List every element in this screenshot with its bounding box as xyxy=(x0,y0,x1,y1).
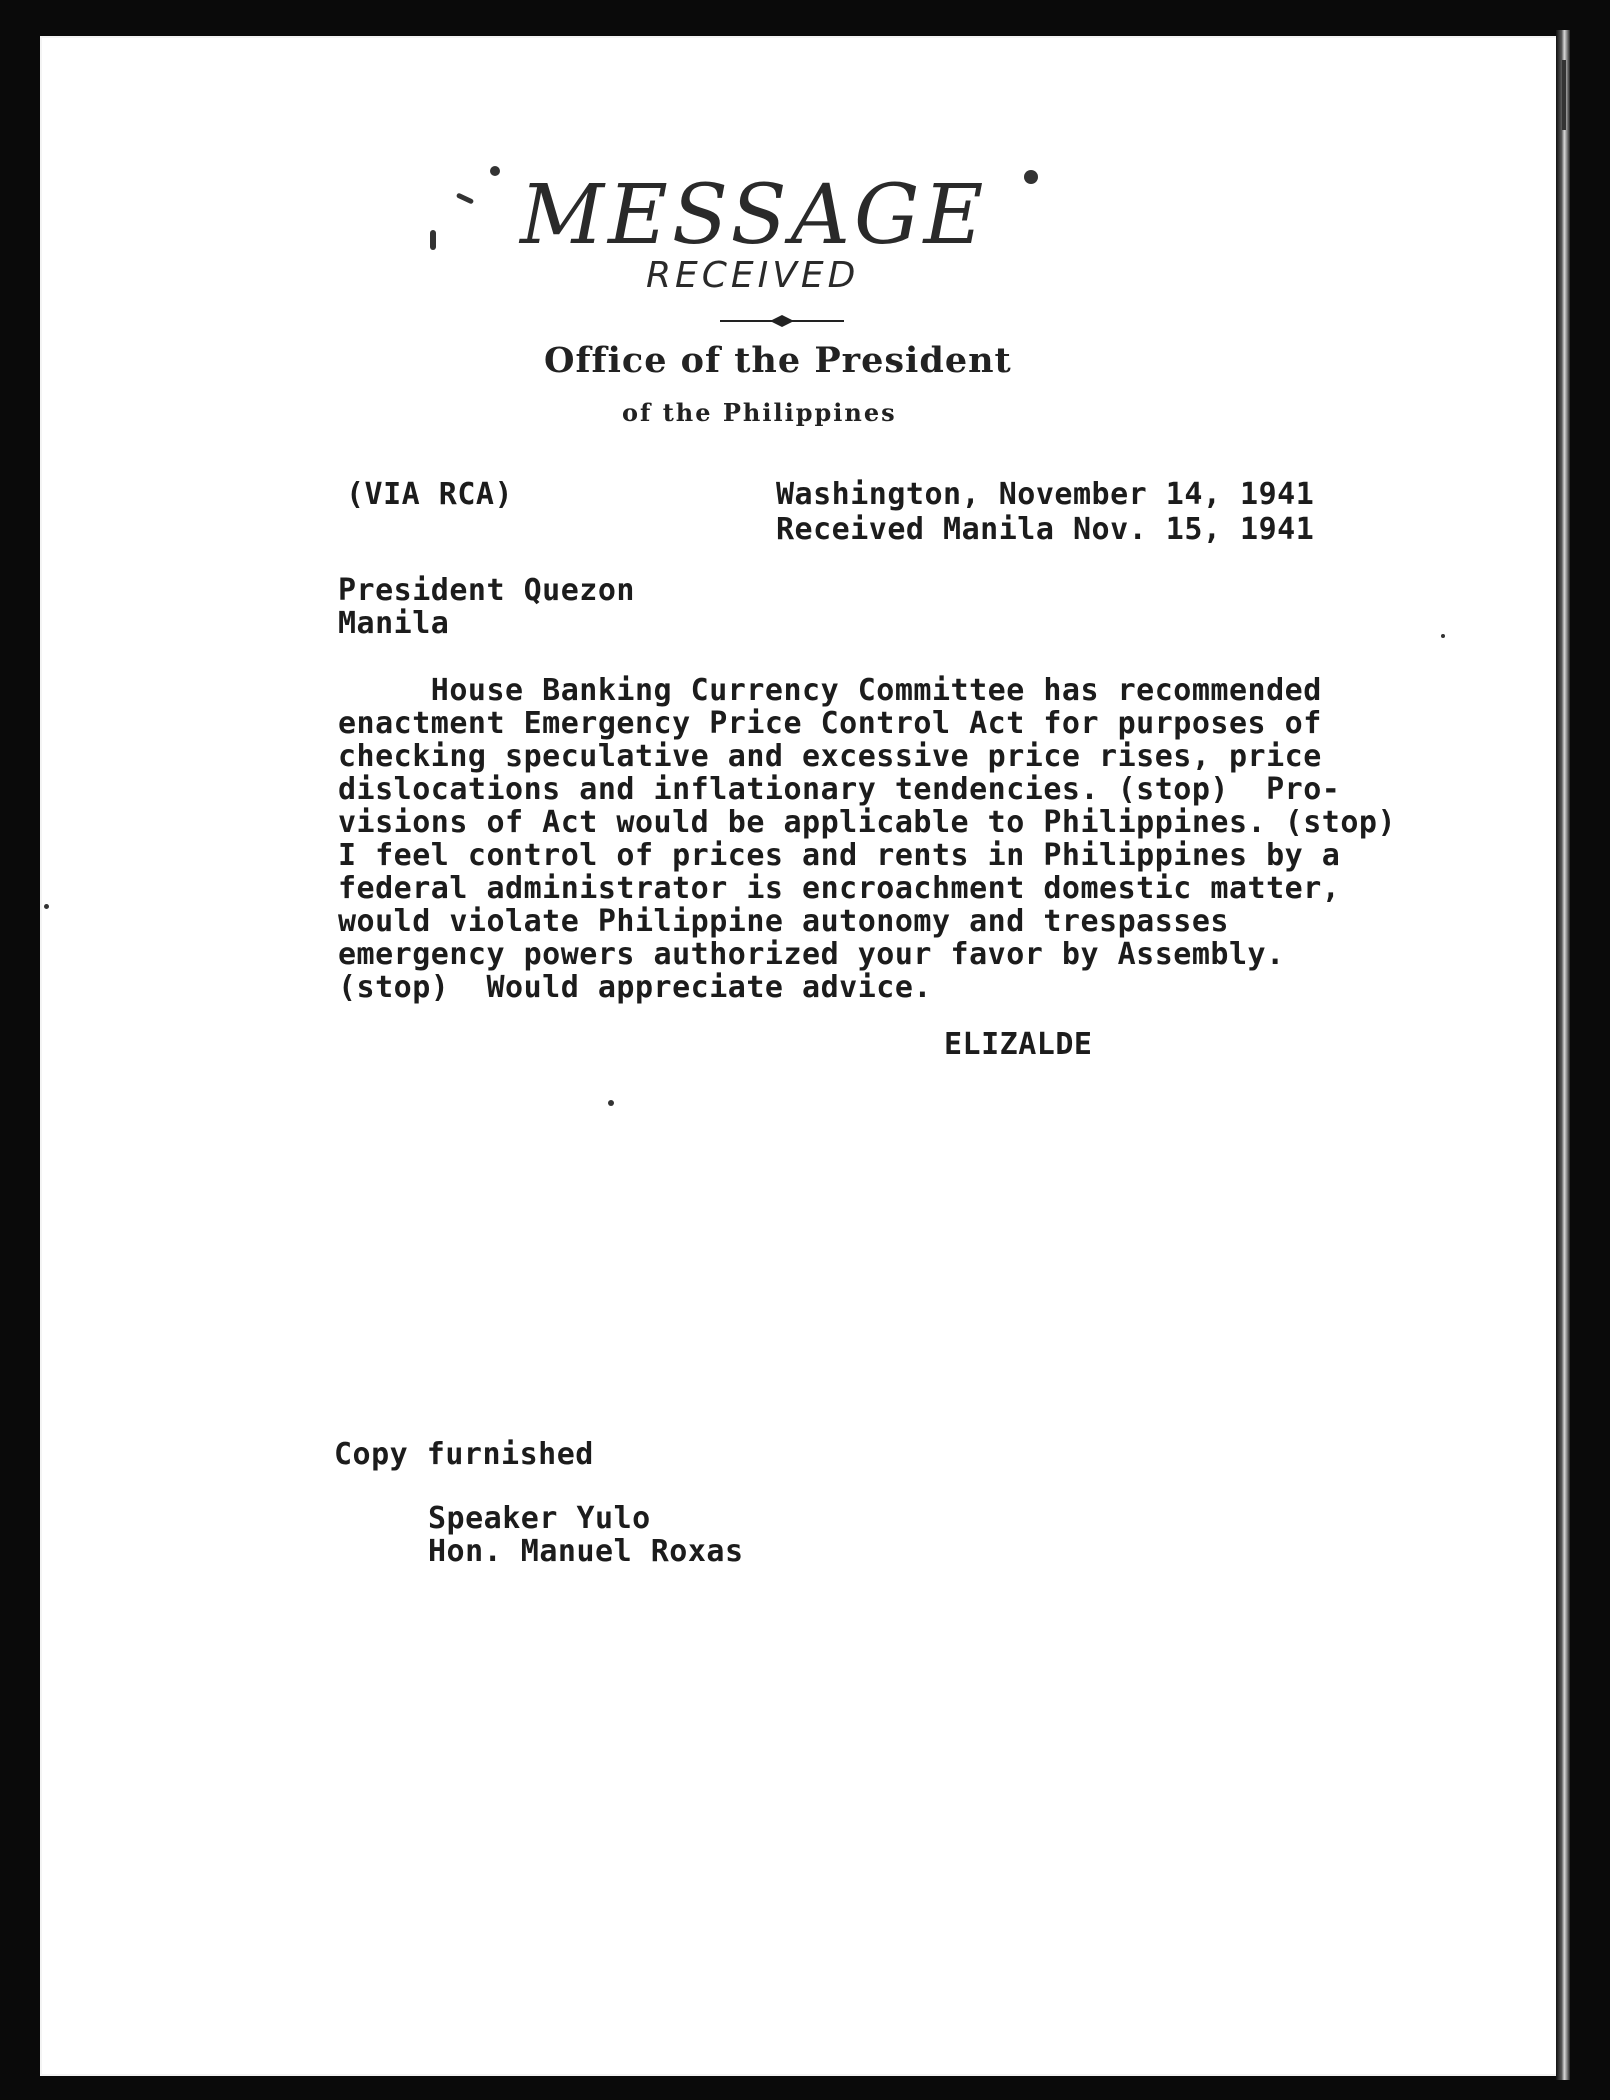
scan-speck xyxy=(608,1100,614,1106)
copy-furnished-label: Copy furnished xyxy=(334,1437,594,1472)
letterhead-title: MESSAGE xyxy=(520,168,988,263)
page-edge-shadow xyxy=(1556,30,1570,2080)
letterhead-divider-ornament xyxy=(720,314,844,328)
body-line: (stop) Would appreciate advice. xyxy=(338,970,932,1005)
copy-recipient: Speaker Yulo xyxy=(428,1501,651,1536)
addressee-city: Manila xyxy=(338,606,450,641)
body-line: dislocations and inflationary tendencies. (stop) Pro- xyxy=(338,772,1341,807)
letterhead-country: of the Philippines xyxy=(622,398,897,427)
letterhead-office: Office of the President xyxy=(544,340,1012,381)
scan-speck xyxy=(490,166,500,176)
origin-dateline: Washington, November 14, 1941 xyxy=(776,477,1315,512)
scan-speck xyxy=(1024,170,1038,184)
body-line: visions of Act would be applicable to Philippines. (stop) xyxy=(338,805,1397,840)
body-line: enactment Emergency Price Control Act for purposes of xyxy=(338,706,1322,741)
body-line: federal administrator is encroachment domestic matter, xyxy=(338,871,1341,906)
scan-artifact-mark xyxy=(1562,60,1566,130)
copy-recipient: Hon. Manuel Roxas xyxy=(428,1534,744,1569)
letterhead-subtitle: RECEIVED xyxy=(646,255,860,296)
body-line: emergency powers authorized your favor by Assembly. xyxy=(338,937,1285,972)
body-line: checking speculative and excessive price rises, price xyxy=(338,739,1322,774)
scan-speck xyxy=(1441,634,1445,638)
body-line: House Banking Currency Committee has recommended xyxy=(338,673,1322,708)
scan-speck xyxy=(44,904,49,909)
signature: ELIZALDE xyxy=(944,1027,1093,1062)
scan-speck xyxy=(430,230,436,250)
addressee-name: President Quezon xyxy=(338,573,635,608)
body-line: I feel control of prices and rents in Philippines by a xyxy=(338,838,1341,873)
body-line: would violate Philippine autonomy and trespasses xyxy=(338,904,1229,939)
routing-via: (VIA RCA) xyxy=(346,477,514,512)
received-dateline: Received Manila Nov. 15, 1941 xyxy=(776,512,1315,547)
